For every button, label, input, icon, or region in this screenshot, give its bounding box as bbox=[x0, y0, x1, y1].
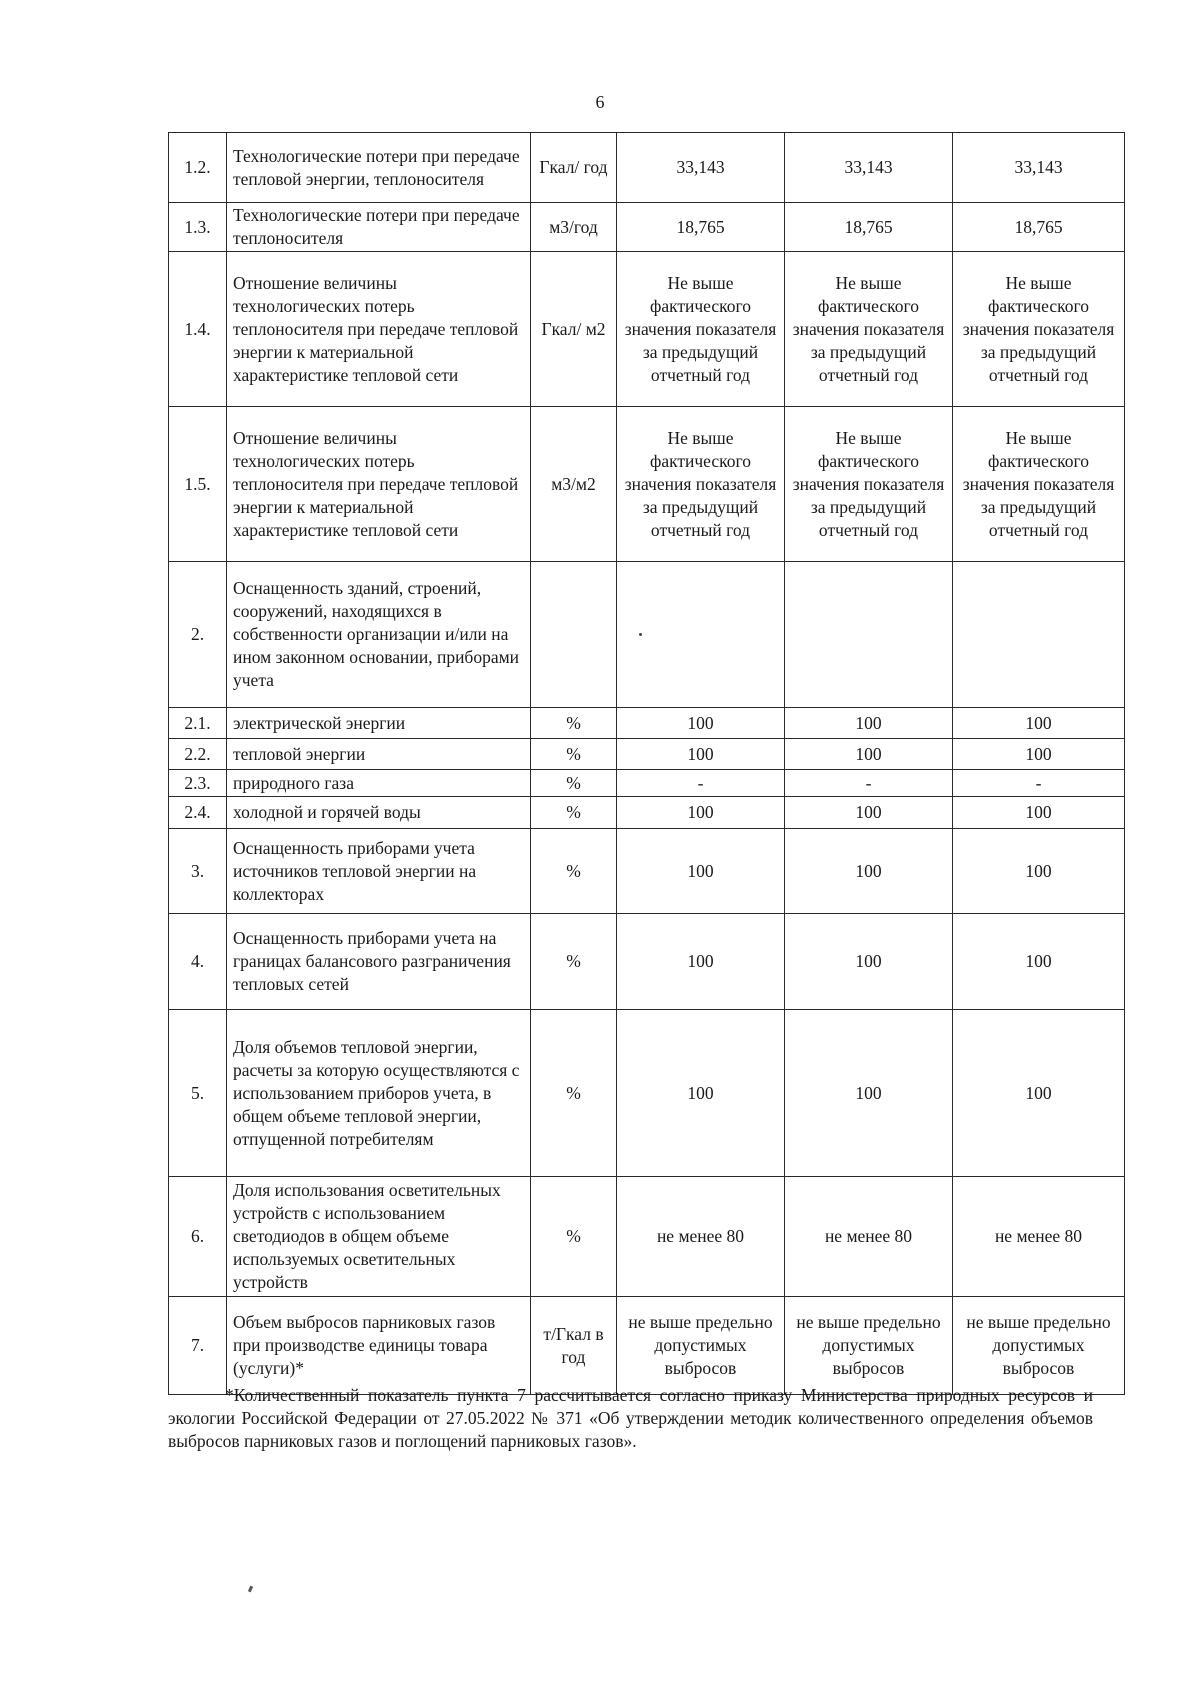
unit-cell bbox=[531, 562, 617, 708]
unit-cell: % bbox=[531, 829, 617, 914]
unit-cell: % bbox=[531, 708, 617, 739]
row-number: 2. bbox=[169, 562, 227, 708]
table-row bbox=[169, 562, 1125, 708]
indicator-name: Технологические потери при передаче тепловой энергии, теплоносителя bbox=[227, 133, 531, 203]
value-year-2: Не выше фактического значения показателя за предыдущий отчетный год bbox=[785, 407, 953, 562]
value-year-3: Не выше фактического значения показателя за предыдущий отчетный год bbox=[953, 407, 1125, 562]
row-number: 4. bbox=[169, 914, 227, 1010]
row-number: 1.5. bbox=[169, 407, 227, 562]
table-row bbox=[169, 133, 1125, 203]
value-year-1: 100 bbox=[617, 797, 785, 829]
row-number: 1.2. bbox=[169, 133, 227, 203]
unit-cell: % bbox=[531, 1010, 617, 1177]
value-year-3: 100 bbox=[953, 708, 1125, 739]
value-year-3: - bbox=[953, 770, 1125, 797]
value-year-1: 100 bbox=[617, 708, 785, 739]
value-year-2: - bbox=[785, 770, 953, 797]
indicator-name: Доля использования осветительных устройств с использованием светодиодов в общем объеме используемых осветительных устройств bbox=[227, 1177, 531, 1297]
value-year-3 bbox=[953, 562, 1125, 708]
value-year-3: не менее 80 bbox=[953, 1177, 1125, 1297]
value-year-1: 100 bbox=[617, 914, 785, 1010]
indicator-name: Отношение величины технологических потерь теплоносителя при передаче тепловой энергии к материальной характеристике тепловой сети bbox=[227, 252, 531, 407]
value-year-3: 18,765 bbox=[953, 203, 1125, 252]
value-year-3: 100 bbox=[953, 914, 1125, 1010]
value-year-1: не выше предельно допустимых выбросов bbox=[617, 1297, 785, 1395]
value-year-3: 33,143 bbox=[953, 133, 1125, 203]
row-number: 3. bbox=[169, 829, 227, 914]
value-year-2: не менее 80 bbox=[785, 1177, 953, 1297]
value-year-3: 100 bbox=[953, 829, 1125, 914]
table-row bbox=[169, 770, 1125, 797]
table-row bbox=[169, 203, 1125, 252]
value-year-1: 100 bbox=[617, 1010, 785, 1177]
indicator-name: Оснащенность приборами учета источников тепловой энергии на коллекторах bbox=[227, 829, 531, 914]
unit-cell: м3/м2 bbox=[531, 407, 617, 562]
row-number: 1.3. bbox=[169, 203, 227, 252]
unit-cell: % bbox=[531, 739, 617, 770]
scan-mark bbox=[248, 1586, 253, 1593]
value-year-1: 100 bbox=[617, 739, 785, 770]
indicator-name: Объем выбросов парниковых газов при производстве единицы товара (услуги)* bbox=[227, 1297, 531, 1395]
unit-cell: т/Гкал в год bbox=[531, 1297, 617, 1395]
table-row bbox=[169, 829, 1125, 914]
unit-cell: % bbox=[531, 1177, 617, 1297]
table-row bbox=[169, 1297, 1125, 1395]
value-year-2 bbox=[785, 562, 953, 708]
table-row bbox=[169, 252, 1125, 407]
table-row bbox=[169, 407, 1125, 562]
value-year-1: Не выше фактического значения показателя за предыдущий отчетный год bbox=[617, 252, 785, 407]
unit-cell: % bbox=[531, 770, 617, 797]
value-year-3: 100 bbox=[953, 797, 1125, 829]
scan-speck bbox=[639, 633, 642, 636]
value-year-1: - bbox=[617, 770, 785, 797]
value-year-3: 100 bbox=[953, 1010, 1125, 1177]
indicator-name: Доля объемов тепловой энергии, расчеты за которую осуществляются с использованием приборов учета, в общем объеме тепловой энергии, отпущенной потребителям bbox=[227, 1010, 531, 1177]
value-year-1: 100 bbox=[617, 829, 785, 914]
indicator-name: природного газа bbox=[227, 770, 531, 797]
unit-cell: % bbox=[531, 914, 617, 1010]
value-year-2: 100 bbox=[785, 708, 953, 739]
value-year-1: 18,765 bbox=[617, 203, 785, 252]
value-year-2: 100 bbox=[785, 914, 953, 1010]
value-year-3: Не выше фактического значения показателя за предыдущий отчетный год bbox=[953, 252, 1125, 407]
indicator-name: электрической энергии bbox=[227, 708, 531, 739]
footnote: *Количественный показатель пункта 7 рассчитывается согласно приказу Министерства природных ресурсов и экологии Российской Федерации от 27.05.2022 № 371 «Об утверждении методик количественного определения объемов выбросов парниковых газов и поглощений парниковых газов». bbox=[168, 1385, 1093, 1451]
table-row bbox=[169, 739, 1125, 770]
row-number: 1.4. bbox=[169, 252, 227, 407]
value-year-2: не выше предельно допустимых выбросов bbox=[785, 1297, 953, 1395]
indicators-table bbox=[168, 132, 1125, 1395]
row-number: 2.2. bbox=[169, 739, 227, 770]
value-year-1: 33,143 bbox=[617, 133, 785, 203]
row-number: 2.4. bbox=[169, 797, 227, 829]
unit-cell: Гкал/ год bbox=[531, 133, 617, 203]
row-number: 7. bbox=[169, 1297, 227, 1395]
value-year-2: 33,143 bbox=[785, 133, 953, 203]
table-row bbox=[169, 1010, 1125, 1177]
table-row bbox=[169, 797, 1125, 829]
row-number: 2.1. bbox=[169, 708, 227, 739]
value-year-2: 100 bbox=[785, 1010, 953, 1177]
unit-cell: % bbox=[531, 797, 617, 829]
table-row bbox=[169, 914, 1125, 1010]
indicator-name: холодной и горячей воды bbox=[227, 797, 531, 829]
indicator-name: Оснащенность зданий, строений, сооружений, находящихся в собственности организации и/или на ином законном основании, приборами учета bbox=[227, 562, 531, 708]
value-year-2: Не выше фактического значения показателя за предыдущий отчетный год bbox=[785, 252, 953, 407]
table-row bbox=[169, 1177, 1125, 1297]
unit-cell: Гкал/ м2 bbox=[531, 252, 617, 407]
row-number: 5. bbox=[169, 1010, 227, 1177]
value-year-2: 100 bbox=[785, 739, 953, 770]
value-year-1: не менее 80 bbox=[617, 1177, 785, 1297]
table-row bbox=[169, 708, 1125, 739]
indicator-name: Технологические потери при передаче теплоносителя bbox=[227, 203, 531, 252]
row-number: 2.3. bbox=[169, 770, 227, 797]
value-year-2: 100 bbox=[785, 797, 953, 829]
value-year-2: 18,765 bbox=[785, 203, 953, 252]
indicator-name: Отношение величины технологических потерь теплоносителя при передаче тепловой энергии к материальной характеристике тепловой сети bbox=[227, 407, 531, 562]
value-year-3: 100 bbox=[953, 739, 1125, 770]
indicator-name: Оснащенность приборами учета на границах балансового разграничения тепловых сетей bbox=[227, 914, 531, 1010]
value-year-3: не выше предельно допустимых выбросов bbox=[953, 1297, 1125, 1395]
value-year-2: 100 bbox=[785, 829, 953, 914]
row-number: 6. bbox=[169, 1177, 227, 1297]
indicator-name: тепловой энергии bbox=[227, 739, 531, 770]
page-number: 6 bbox=[595, 92, 605, 112]
unit-cell: м3/год bbox=[531, 203, 617, 252]
value-year-1: Не выше фактического значения показателя за предыдущий отчетный год bbox=[617, 407, 785, 562]
